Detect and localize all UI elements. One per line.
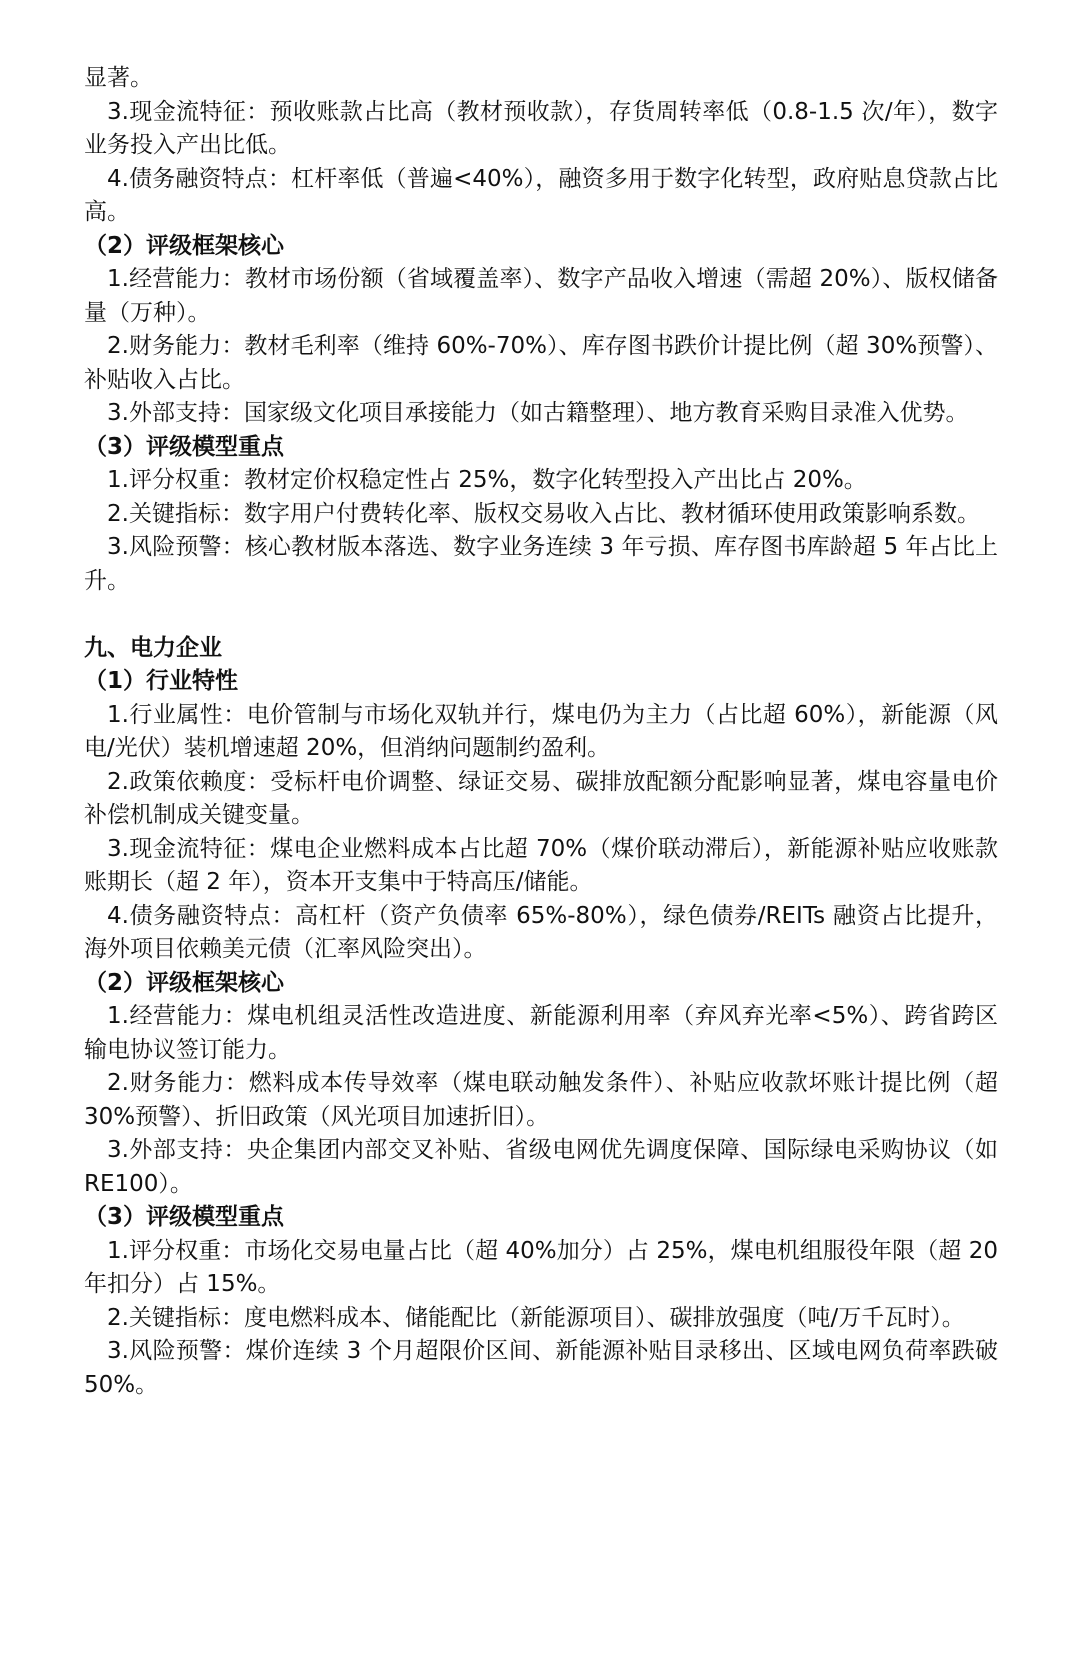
sec8-model-heading: （3）评级模型重点 <box>84 433 285 460</box>
sec9-model-item-3: 3.风险预警：煤价连续 3 个月超限价区间、新能源补贴目录移出、区域电网负荷率跌破 50%。 <box>84 1338 998 1398</box>
sec8-debt-paragraph: 4.债务融资特点：杠杆率低（普遍<40%），融资多用于数字化转型，政府贴息贷款占比高。 <box>84 165 998 225</box>
sec9-model-heading: （3）评级模型重点 <box>84 1204 285 1230</box>
document-page <box>84 62 998 1402</box>
sec9-title: 九、电力企业 <box>84 634 222 661</box>
sec9-characteristics-item-2: 2.政策依赖度：受标杆电价调整、绿证交易、碳排放配额分配影响显著，煤电容量电价补偿机制成关键变量。 <box>84 768 998 828</box>
sec8-framework-heading: （2）评级框架核心 <box>84 232 285 259</box>
sec9-characteristics-heading: （1）行业特性 <box>84 668 239 694</box>
sec8-cashflow-paragraph: 3.现金流特征：预收账款占比高（教材预收款），存货周转率低（0.8-1.5 次/年），数字业务投入产出比低。 <box>84 98 998 158</box>
sec8-model-item-2: 2.关键指标：数字用户付费转化率、版权交易收入占比、教材循环使用政策影响系数。 <box>107 500 980 527</box>
continuation-text: 显著。 <box>84 65 153 91</box>
sec9-characteristics-item-4: 4.债务融资特点：高杠杆（资产负债率 65%-80%），绿色债券/REITs 融资占比提升，海外项目依赖美元债（汇率风险突出）。 <box>84 902 998 962</box>
sec9-characteristics-item-3: 3.现金流特征：煤电企业燃料成本占比超 70%（煤价联动滞后），新能源补贴应收账款账期长（超 2 年），资本开支集中于特高压/储能。 <box>84 835 998 895</box>
sec8-model-item-1: 1.评分权重：教材定价权稳定性占 25%，数字化转型投入产出比占 20%。 <box>107 467 867 493</box>
sec9-model-item-2: 2.关键指标：度电燃料成本、储能配比（新能源项目）、碳排放强度（吨/万千瓦时）。 <box>107 1304 965 1331</box>
sec8-framework-item-3: 3.外部支持：国家级文化项目承接能力（如古籍整理）、地方教育采购目录准入优势。 <box>107 400 969 426</box>
sec8-framework-item-2: 2.财务能力：教材毛利率（维持 60%-70%）、库存图书跌价计提比例（超 30%预警）、补贴收入占比。 <box>84 333 998 393</box>
sec9-framework-item-3: 3.外部支持：央企集团内部交叉补贴、省级电网优先调度保障、国际绿电采购协议（如 RE100）。 <box>84 1137 998 1197</box>
sec8-framework-item-1: 1.经营能力：教材市场份额（省域覆盖率）、数字产品收入增速（需超 20%）、版权储备量（万种）。 <box>84 266 998 326</box>
sec9-framework-item-2: 2.财务能力：燃料成本传导效率（煤电联动触发条件）、补贴应收款坏账计提比例（超 30%预警）、折旧政策（风光项目加速折旧）。 <box>84 1070 998 1130</box>
sec9-model-item-1: 1.评分权重：市场化交易电量占比（超 40%加分）占 25%，煤电机组服役年限（超 20 年扣分）占 15%。 <box>84 1237 998 1297</box>
sec9-framework-item-1: 1.经营能力：煤电机组灵活性改造进度、新能源利用率（弃风弃光率<5%）、跨省跨区输电协议签订能力。 <box>84 1003 998 1063</box>
section-spacer <box>84 598 998 632</box>
sec9-characteristics-item-1: 1.行业属性：电价管制与市场化双轨并行，煤电仍为主力（占比超 60%），新能源（风电/光伏）装机增速超 20%，但消纳问题制约盈利。 <box>84 701 998 761</box>
sec8-model-item-3: 3.风险预警：核心教材版本落选、数字业务连续 3 年亏损、库存图书库龄超 5 年占比上升。 <box>84 534 998 594</box>
sec9-framework-heading: （2）评级框架核心 <box>84 969 285 996</box>
